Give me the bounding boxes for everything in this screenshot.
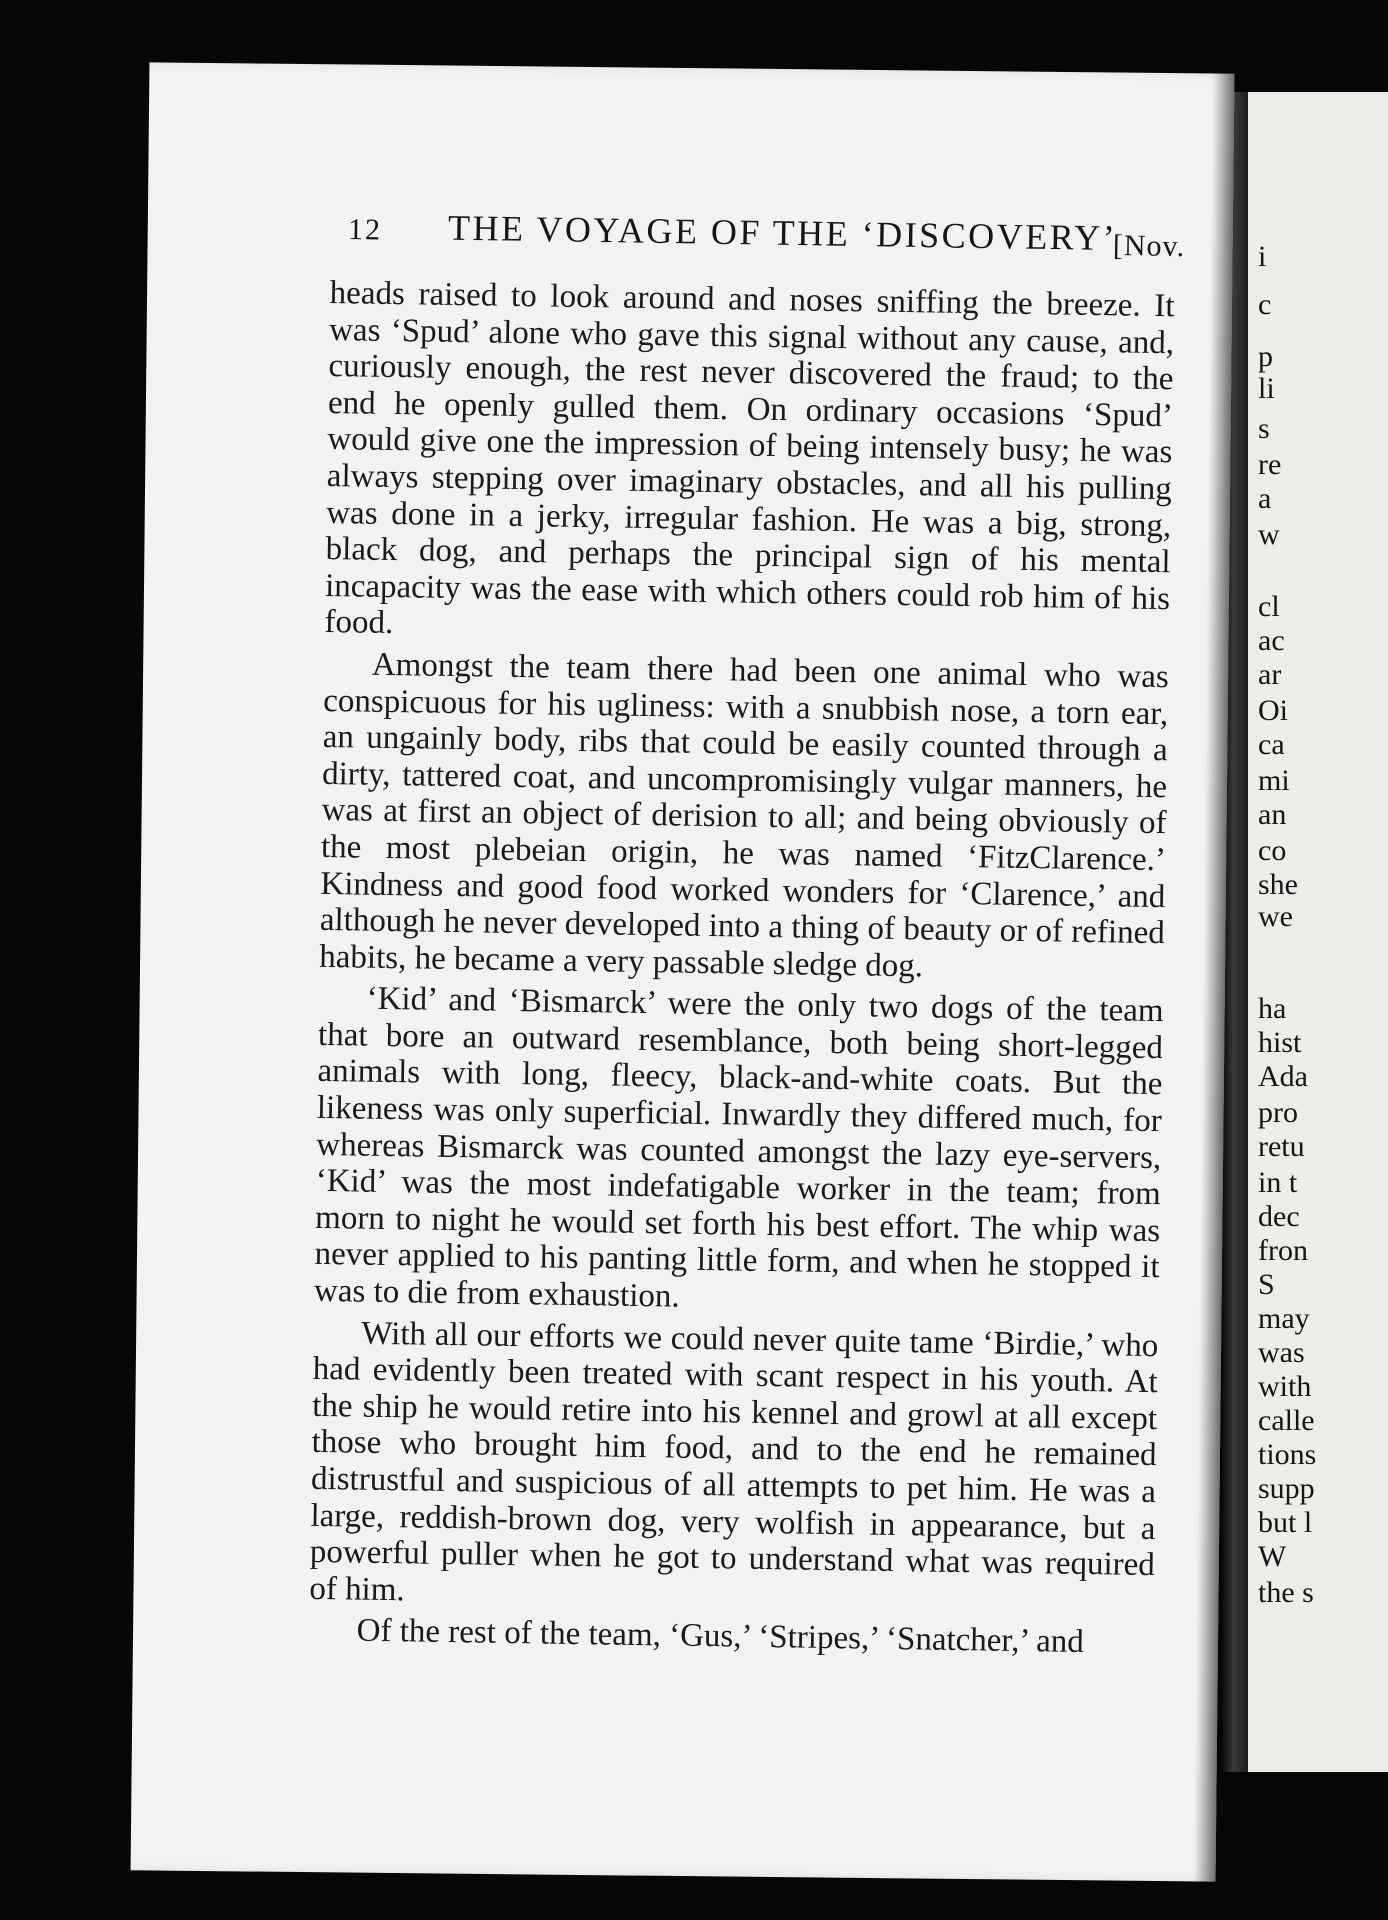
facing-page-fragment: c	[1258, 288, 1272, 321]
facing-page-fragment: we	[1258, 900, 1293, 933]
facing-page-fragment: she	[1258, 868, 1298, 901]
facing-page-fragment: calle	[1258, 1404, 1315, 1437]
facing-page-fragment: mi	[1258, 764, 1290, 797]
body-text	[308, 275, 1174, 1662]
facing-page-fragment: retu	[1258, 1130, 1305, 1163]
right-page	[1248, 92, 1388, 1772]
facing-page-fragment: an	[1258, 798, 1287, 831]
facing-page-fragment: dec	[1258, 1200, 1300, 1233]
facing-page-fragment: with	[1258, 1370, 1312, 1403]
page-number: 12	[347, 213, 383, 247]
facing-page-fragment: ar	[1258, 658, 1282, 691]
facing-page-fragment: li	[1258, 372, 1275, 405]
facing-page-fragment: may	[1258, 1302, 1310, 1335]
facing-page-fragment: Oi	[1258, 694, 1288, 727]
facing-page-fragment: ha	[1258, 992, 1287, 1025]
facing-page-fragment: S	[1258, 1268, 1275, 1301]
facing-page-fragment: i	[1258, 240, 1267, 273]
paragraph: Of the rest of the team, ‘Gus,’ ‘Stripes,’ ‘Snatcher,’ and	[356, 1612, 1085, 1661]
running-title: THE VOYAGE OF THE ‘DISCOVERY’	[447, 207, 1118, 259]
facing-page-fragment: Ada	[1258, 1060, 1308, 1093]
facing-page-fragment: s	[1258, 412, 1270, 445]
facing-page-fragment: supp	[1258, 1472, 1315, 1505]
facing-page-fragment: re	[1258, 448, 1282, 481]
facing-page-fragment: w	[1258, 518, 1280, 551]
paragraph: With all our efforts we could never quite tame ‘Birdie,’ who had evidently been treated with scant respect in his youth. At the ship he would retire into his kennel and growl at all except those who brought him food, and to the end he remained distrustful and suspicious of all attempts to pet him. He was a large, reddish-brown dog, very wolfish in appearance, but a powerful puller when he got to understand what was required of him.	[309, 1315, 1159, 1609]
facing-page-fragment: co	[1258, 834, 1287, 867]
facing-page-fragment: tions	[1258, 1438, 1317, 1471]
facing-page-fragment: W	[1258, 1540, 1287, 1573]
facing-page-fragment: the s	[1258, 1576, 1314, 1609]
facing-page-fragment: but l	[1258, 1506, 1313, 1539]
paragraph: Amongst the team there had been one animal who was conspicuous for his ugliness: with a snubbish nose, a torn ear, an ungainly body, ribs that could be easily counted through a dirty, tattered coat, and uncompromisingly vulgar manners, he was at first an object of derision to all; and being obviously of the most plebeian origin, he was named ‘FitzClarence.’ Kindness and good food worked wonders for ‘Clarence,’ and although he never developed into a thing of beauty or of refined habits, he became a very passable sledge dog.	[319, 646, 1170, 985]
facing-page-fragment: hist	[1258, 1026, 1302, 1059]
facing-page-fragment: fron	[1258, 1234, 1308, 1267]
facing-page-fragment: ac	[1258, 624, 1285, 657]
facing-page-fragment: in t	[1258, 1166, 1298, 1199]
paragraph: heads raised to look around and noses sniffing the breeze. It was ‘Spud’ alone who gave this signal without any cause, and, curiously enough, the rest never discovered the fraud; to the end he openly gulled them. On ordinary occasions ‘Spud’ would give one the impression of being intensely busy; he was always stepping over imaginary obstacles, and all his pulling was done in a jerky, irregular fashion. He was a big, strong, black dog, and perhaps the principal sign of his mental incapacity was the ease with which others could rob him of his food.	[324, 275, 1175, 642]
facing-page-fragment: cl	[1258, 590, 1280, 623]
facing-page-fragment: ca	[1258, 728, 1285, 761]
running-date: [Nov.	[1112, 229, 1186, 264]
facing-page-fragment: was	[1258, 1336, 1305, 1369]
paragraph: ‘Kid’ and ‘Bismarck’ were the only two dogs of the team that bore an outward resemblance, both being short-legged animals with long, fleecy, black-and-white coats. But the likeness was only superficial. Inwardly they differed much, for whereas Bismarck was counted amongst the lazy eye-servers, ‘Kid’ was the most indefatigable worker in the team; from morn to night he would set forth his best effort. The whip was never applied to his panting little form, and when he stopped it was to die from exhaustion.	[313, 980, 1164, 1315]
facing-page-fragment: a	[1258, 482, 1272, 515]
facing-page-fragment: pro	[1258, 1096, 1298, 1129]
facing-page-fragment: p	[1258, 340, 1273, 373]
